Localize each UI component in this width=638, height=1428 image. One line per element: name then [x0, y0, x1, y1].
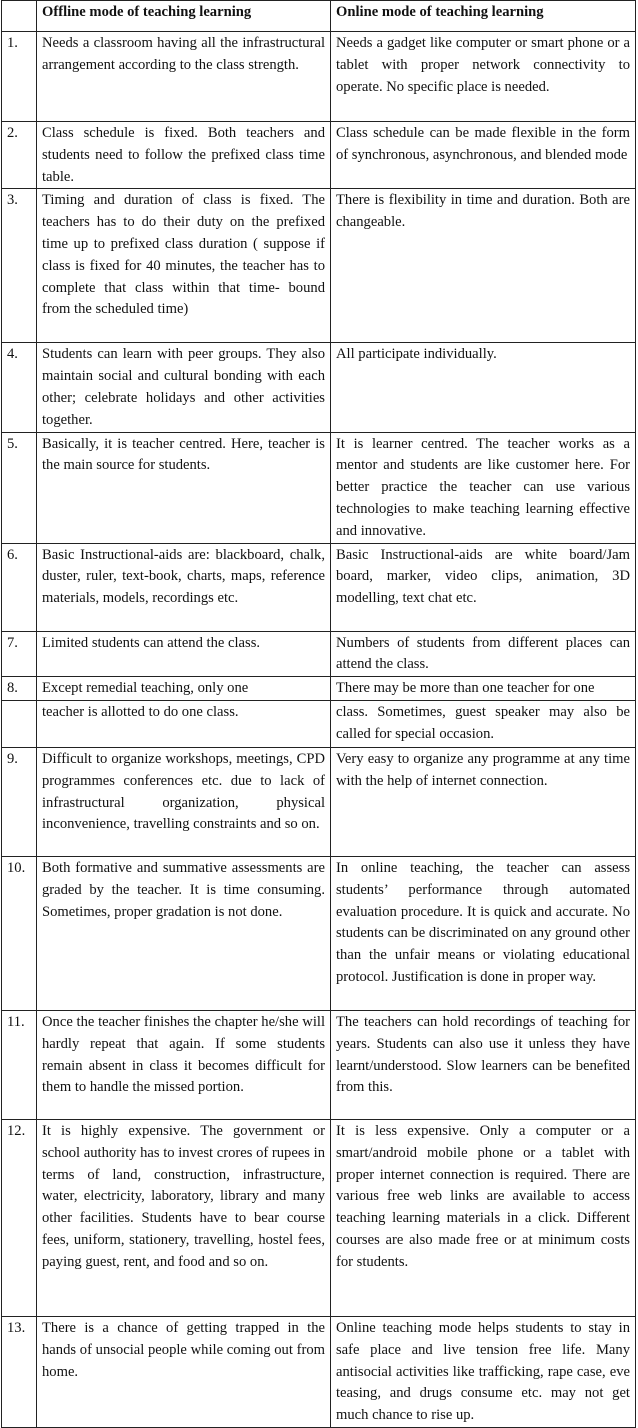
online-cell: The teachers can hold recordings of teaching for years. Students can also use it unless they have learnt/understood. Slow learners can be benefited from this. [331, 1010, 636, 1119]
header-row [2, 1, 636, 32]
row-number: 4. [2, 343, 37, 432]
row-number: 13. [2, 1316, 37, 1427]
row-number: 9. [2, 747, 37, 856]
row-number: 8. [2, 677, 37, 701]
row-number: 2. [2, 122, 37, 189]
comparison-table [1, 0, 636, 1428]
offline-cell: Limited students can attend the class. [37, 631, 331, 677]
online-cell: All participate individually. [331, 343, 636, 432]
offline-cell: It is highly expensive. The government or school authority has to invest crores of rupees in terms of land, construction, infrastructure, water, electricity, laboratory, library and many other facilities. Students have to bear course fees, uniform, stationery, travelling, hostel fees, paying guest, rent, and food and so on. [37, 1119, 331, 1316]
table-row [2, 432, 636, 543]
offline-cell: Students can learn with peer groups. They also maintain social and cultural bonding with each other; celebrate holidays and other activities together. [37, 343, 331, 432]
table-row [2, 32, 636, 122]
offline-cell: Timing and duration of class is fixed. The teachers has to do their duty on the prefixed time up to prefixed class duration ( suppose if class is fixed for 40 minutes, the teacher has to complete that class within that time- bound from the scheduled time) [37, 189, 331, 343]
online-cell: Basic Instructional-aids are white board/Jam board, marker, video clips, animation, 3D modelling, text chat etc. [331, 543, 636, 631]
header-online: Online mode of teaching learning [331, 1, 636, 32]
online-cell: Online teaching mode helps students to stay in safe place and live tension free life. Many antisocial activities like trafficking, rape case, eve teasing, and drugs consume etc. may not get much chance to rise up. [331, 1316, 636, 1427]
table-row [2, 747, 636, 856]
offline-cell: Class schedule is fixed. Both teachers and students need to follow the prefixed class time table. [37, 122, 331, 189]
table-row [2, 700, 636, 747]
online-cell: class. Sometimes, guest speaker may also be called for special occasion. [331, 700, 636, 747]
row-number: 10. [2, 856, 37, 1010]
online-cell: There is flexibility in time and duration. Both are changeable. [331, 189, 636, 343]
offline-cell: Except remedial teaching, only one [37, 677, 331, 701]
online-cell: Very easy to organize any programme at any time with the help of internet connection. [331, 747, 636, 856]
table-row [2, 1119, 636, 1316]
row-number: 12. [2, 1119, 37, 1316]
online-cell: Numbers of students from different places can attend the class. [331, 631, 636, 677]
offline-cell: Once the teacher finishes the chapter he/she will hardly repeat that again. If some students remain absent in class it becomes difficult for them to handle the missed portion. [37, 1010, 331, 1119]
offline-cell: Both formative and summative assessments are graded by the teacher. It is time consuming. Sometimes, proper gradation is not done. [37, 856, 331, 1010]
online-cell: In online teaching, the teacher can assess students’ performance through automated evaluation procedure. It is quick and accurate. No students can be discriminated on any ground other than the unfair means or violating educational protocol. Justification is done in proper way. [331, 856, 636, 1010]
offline-cell: Difficult to organize workshops, meetings, CPD programmes conferences etc. due to lack of infrastructural organization, physical inconvenience, travelling constraints and so on. [37, 747, 331, 856]
table-row [2, 631, 636, 677]
table-row [2, 677, 636, 701]
offline-cell: Needs a classroom having all the infrastructural arrangement according to the class strength. [37, 32, 331, 122]
table-row [2, 856, 636, 1010]
online-cell: It is learner centred. The teacher works as a mentor and students are like customer here. For better practice the teacher can use various technologies to make teaching learning effective and innovative. [331, 432, 636, 543]
online-cell: Class schedule can be made flexible in the form of synchronous, asynchronous, and blended mode [331, 122, 636, 189]
online-cell: Needs a gadget like computer or smart phone or a tablet with proper network connectivity to operate. No specific place is needed. [331, 32, 636, 122]
offline-cell: There is a chance of getting trapped in the hands of unsocial people while coming out from home. [37, 1316, 331, 1427]
offline-cell: teacher is allotted to do one class. [37, 700, 331, 747]
table-row [2, 343, 636, 432]
row-number [2, 700, 37, 747]
online-cell: There may be more than one teacher for one [331, 677, 636, 701]
row-number: 6. [2, 543, 37, 631]
row-number: 1. [2, 32, 37, 122]
table-row [2, 189, 636, 343]
table-row [2, 122, 636, 189]
header-number [2, 1, 37, 32]
offline-cell: Basic Instructional-aids are: blackboard, chalk, duster, ruler, text-book, charts, maps, reference materials, models, recordings etc. [37, 543, 331, 631]
row-number: 11. [2, 1010, 37, 1119]
offline-cell: Basically, it is teacher centred. Here, teacher is the main source for students. [37, 432, 331, 543]
table-row [2, 1010, 636, 1119]
row-number: 3. [2, 189, 37, 343]
table-row [2, 543, 636, 631]
row-number: 5. [2, 432, 37, 543]
table-row [2, 1316, 636, 1427]
online-cell: It is less expensive. Only a computer or a smart/android mobile phone or a tablet with proper internet connection is required. There are various free web links are available to access teaching learning materials in a click. Different courses are also made free or at minimum costs for students. [331, 1119, 636, 1316]
row-number: 7. [2, 631, 37, 677]
header-offline: Offline mode of teaching learning [37, 1, 331, 32]
